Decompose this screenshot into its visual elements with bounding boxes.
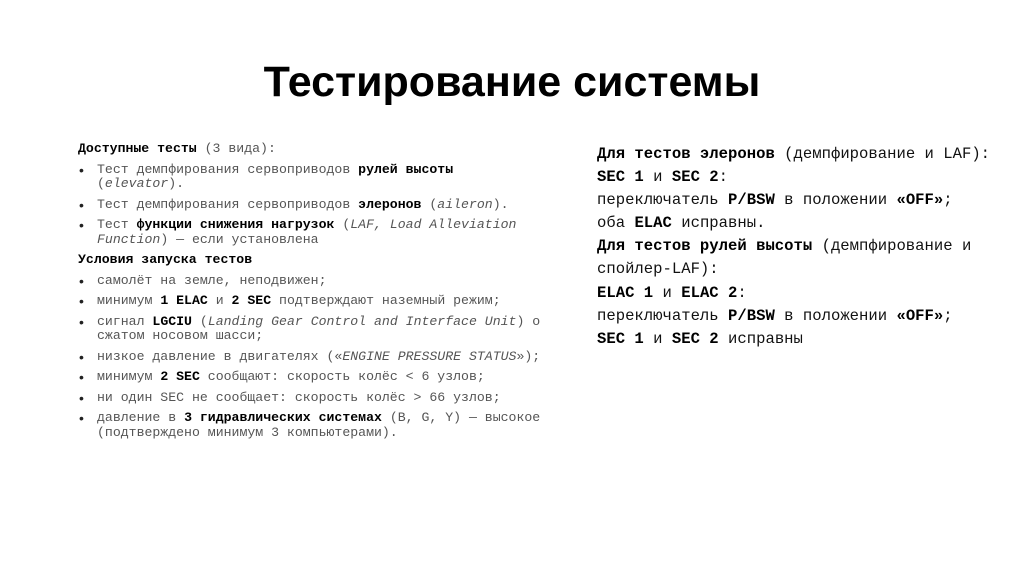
text: в положении (774, 191, 897, 210)
list-item (78, 163, 548, 192)
bold-text: «OFF» (896, 191, 944, 210)
list-item (78, 315, 548, 344)
text: исправны. (671, 214, 766, 233)
aileron-tests-heading (597, 143, 997, 166)
text: ). (168, 176, 185, 191)
bold-text: SEC 1 (597, 168, 644, 187)
italic-text: elevator (104, 176, 169, 191)
list-item (78, 198, 548, 213)
bold-text: SEC 2 (671, 329, 719, 348)
bold-text: Для тестов рулей высоты (597, 237, 813, 256)
text: ) о сжатом носовом шасси; (97, 313, 541, 343)
text: низкое давление в двигателях (« (97, 348, 343, 364)
bold-text: P/BSW (728, 306, 775, 325)
conditions-heading (78, 253, 548, 268)
text: : (737, 283, 747, 302)
list-item (78, 274, 548, 289)
aileron-switch-line (597, 189, 997, 212)
text: ) — если установлена (160, 231, 319, 247)
text: (демпфирование и LAF): (774, 145, 991, 163)
elevator-tests-heading (597, 235, 997, 281)
list-item (78, 411, 548, 440)
bold-text: SEC 2 (671, 168, 719, 187)
bold-text: 2 SEC (231, 293, 272, 308)
text: и (653, 283, 682, 302)
text: сигнал (97, 313, 153, 329)
bold-text: 2 SEC (160, 369, 200, 384)
text: Тест (97, 217, 137, 232)
bold-text: 1 ELAC (160, 293, 208, 308)
bold-text: функции снижения нагрузок (136, 217, 335, 232)
left-column (78, 142, 548, 446)
list-item (78, 391, 548, 406)
text: ; (943, 306, 953, 325)
bold-text: ELAC 1 (597, 283, 654, 302)
bold-text: LGCIU (152, 313, 192, 329)
text: и (207, 293, 232, 308)
text: Тест демпфирования сервоприводов (97, 161, 359, 177)
text: : (718, 168, 729, 187)
bold-text: Для тестов элеронов (597, 145, 775, 163)
available-label: Доступные тесты (78, 141, 197, 156)
bold-text: рулей высоты (358, 161, 454, 177)
list-item (78, 350, 548, 365)
text: (демпфирование и спойлер-LAF): (597, 237, 972, 279)
bold-text: SEC 1 (597, 329, 644, 348)
elevator-switch-line (597, 305, 997, 328)
text: самолёт на земле, неподвижен; (97, 272, 327, 288)
text: переключатель (597, 306, 729, 325)
aileron-computers-line (597, 166, 997, 189)
aileron-elac-line (597, 212, 997, 235)
list-item (78, 218, 548, 247)
text: и (643, 168, 672, 187)
text: ; (943, 191, 953, 210)
conditions-list (78, 274, 548, 441)
text: исправны (718, 329, 803, 348)
elevator-computers-line (597, 282, 997, 305)
text: ). (492, 196, 509, 212)
text: ни один SEC не сообщает: скорость колёс > 66 узлов; (97, 389, 501, 405)
text: »); (516, 348, 541, 364)
text: в положении (774, 306, 897, 325)
italic-text: LAF, Load Alleviation Function (97, 217, 517, 247)
text: переключатель (597, 191, 729, 210)
italic-text: Landing Gear Control and Interface Unit (207, 313, 517, 329)
text: оба (597, 214, 635, 233)
text: (B, G, Y) — высокое (подтверждено минимум 3 компьютерами). (97, 410, 541, 440)
available-tests-heading (78, 142, 548, 157)
text: минимум (97, 293, 161, 308)
right-column (597, 143, 997, 351)
bold-text: ELAC 2 (681, 283, 738, 302)
available-count: (3 вида): (196, 141, 276, 156)
text: сообщают: скорость колёс < 6 узлов; (199, 369, 485, 384)
text: подтверждают наземный режим; (271, 293, 501, 308)
elevator-sec-line (597, 328, 997, 351)
text: ( (421, 196, 438, 212)
tests-list (78, 163, 548, 248)
text: ( (97, 176, 105, 191)
bold-text: P/BSW (728, 191, 775, 210)
list-item (78, 294, 548, 309)
list-item (78, 370, 548, 385)
bold-text: 3 гидравлических системах (184, 410, 382, 425)
text: Тест демпфирования сервоприводов (97, 196, 359, 212)
text: и (643, 329, 672, 348)
italic-text: aileron (437, 196, 493, 212)
bold-text: элеронов (358, 196, 422, 212)
conditions-label: Условия запуска тестов (78, 252, 253, 267)
text: давление в (97, 410, 185, 425)
italic-text: ENGINE PRESSURE STATUS (342, 348, 517, 364)
text: ( (191, 313, 208, 329)
bold-text: «OFF» (896, 306, 944, 325)
text: минимум (97, 369, 161, 384)
slide-title: Тестирование системы (263, 58, 761, 106)
bold-text: ELAC (634, 214, 672, 233)
text: ( (334, 217, 351, 232)
